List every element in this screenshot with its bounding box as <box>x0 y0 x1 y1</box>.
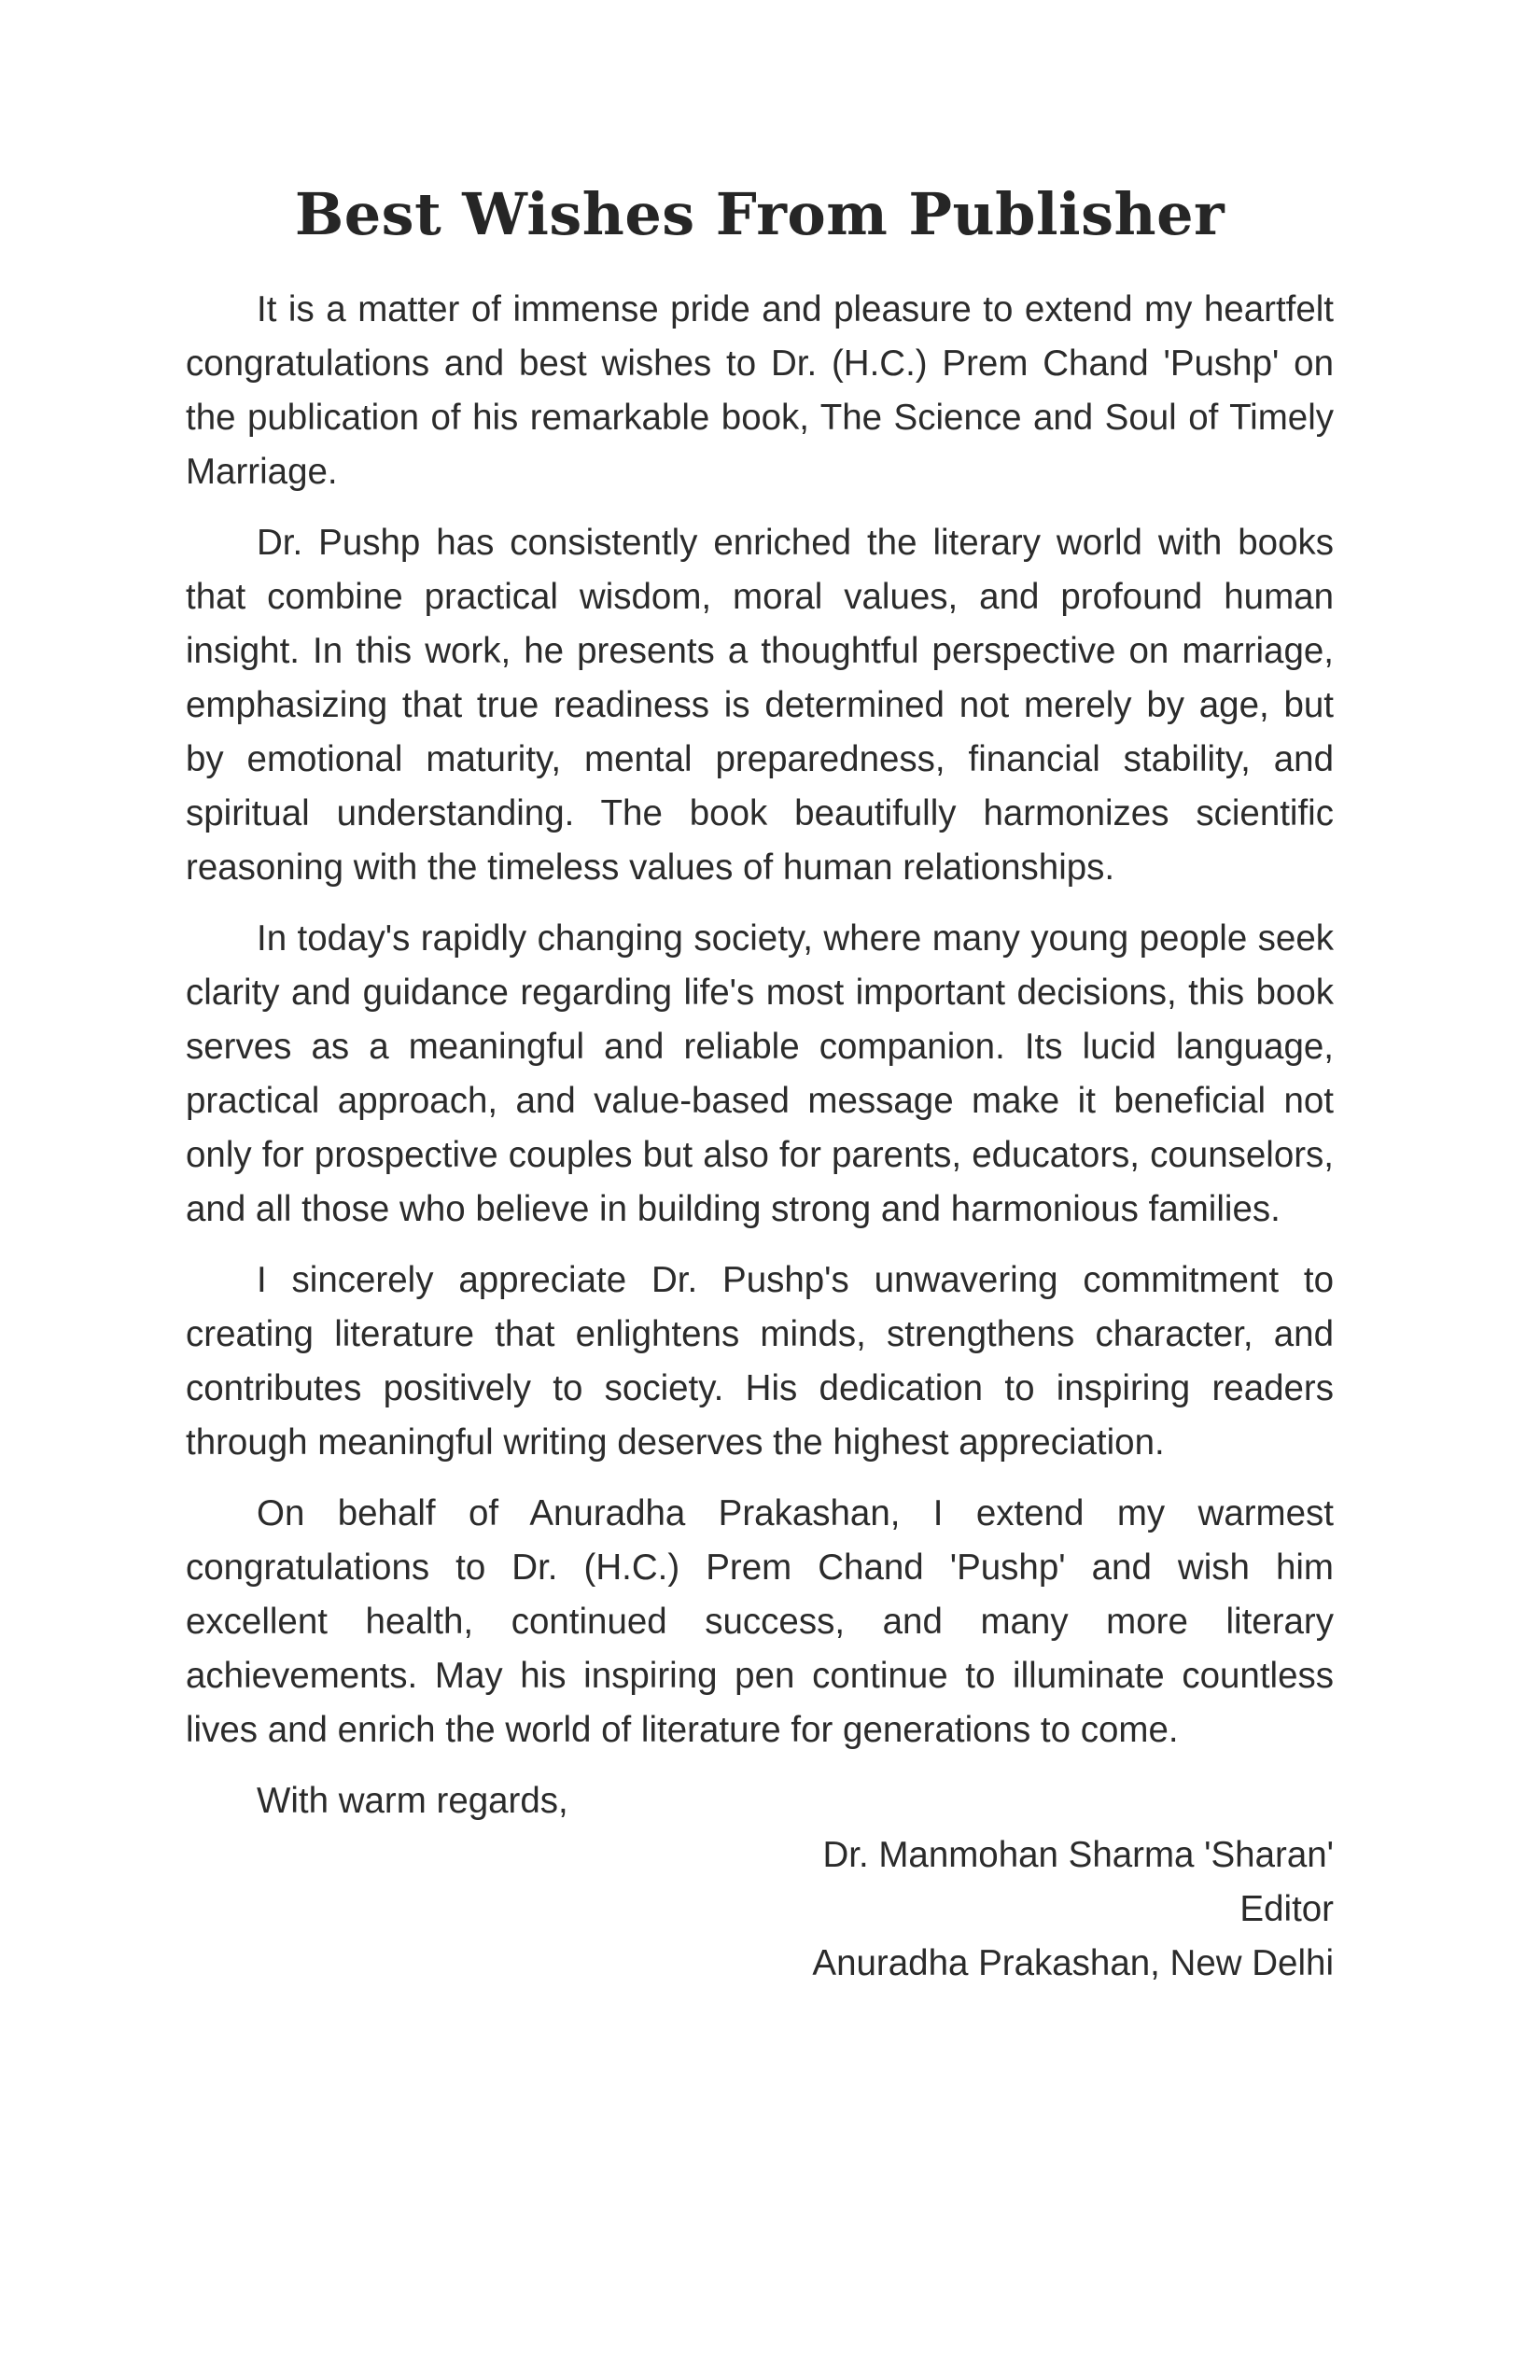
paragraph-1: It is a matter of immense pride and pleasure to extend my heartfelt congratulations and best wishes to Dr. (H.C.) Prem Chand 'Pushp' on the publication of his remarkable book, The Science and Soul of Timely Marriage. <box>186 289 1334 492</box>
paragraph-4: I sincerely appreciate Dr. Pushp's unwavering commitment to creating literature that enlightens minds, strengthens character, and contributes positively to society. His dedication to inspiring readers through meaningful writing deserves the highest appreciation. <box>186 1260 1334 1463</box>
paragraph-3: In today's rapidly changing society, where many young people seek clarity and guidance regarding life's most important decisions, this book serves as a meaningful and reliable companion. Its lucid language, practical approach, and value-based message make it beneficial not only for prospective couples but also for parents, educators, counselors, and all those who believe in building strong and harmonious families. <box>186 918 1334 1229</box>
document-page <box>186 173 1334 1991</box>
signatory-organization: Anuradha Prakashan, New Delhi <box>812 1943 1334 1983</box>
paragraph-5: On behalf of Anuradha Prakashan, I extend my warmest congratulations to Dr. (H.C.) Prem Chand 'Pushp' and wish him excellent health, continued success, and many more literary achievements. May his inspiring pen continue to illuminate countless lives and enrich the world of literature for generations to come. <box>186 1493 1334 1750</box>
signatory-name: Dr. Manmohan Sharma 'Sharan' <box>822 1835 1334 1875</box>
signature-block <box>186 1828 1334 1991</box>
signatory-role: Editor <box>1239 1889 1334 1929</box>
paragraph-2: Dr. Pushp has consistently enriched the literary world with books that combine practical wisdom, moral values, and profound human insight. In this work, he presents a thoughtful perspective on marriage, emphasizing that true readiness is determined not merely by age, but by emotional maturity, mental preparedness, financial stability, and spiritual understanding. The book beautifully harmonizes scientific reasoning with the timeless values of human relationships. <box>186 523 1334 888</box>
page-title: Best Wishes From Publisher <box>294 180 1225 248</box>
closing-salutation: With warm regards, <box>257 1781 568 1821</box>
